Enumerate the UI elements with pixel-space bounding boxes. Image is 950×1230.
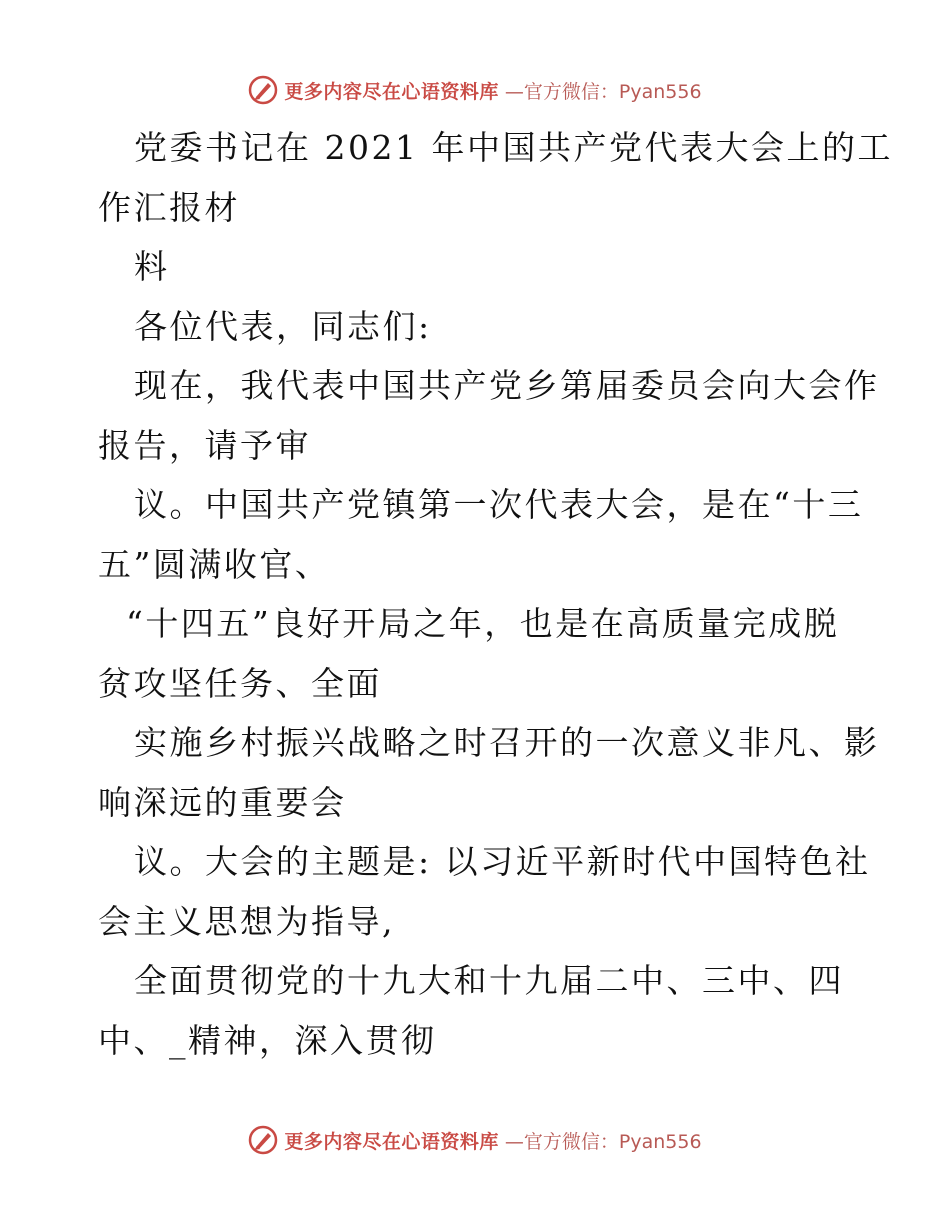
text-line: 中、_精神，深入贯彻: [98, 1020, 437, 1060]
watermark-contact: —官方微信：Pyan556: [504, 1130, 702, 1153]
header-watermark: [0, 70, 950, 110]
watermark-contact: —官方微信：Pyan556: [504, 80, 702, 103]
text-line: “十四五”良好开局之年，也是在高质量完成脱: [126, 604, 840, 643]
text-line: 现在，我代表中国共产党乡第届委员会向大会作: [134, 366, 880, 405]
text-line: 五”圆满收官、: [98, 544, 331, 584]
text-line: 议。中国共产党镇第一次代表大会，是在“十三: [134, 485, 864, 524]
watermark-title: 更多内容尽在心语资料库: [284, 1130, 499, 1153]
text-line: 料: [134, 247, 170, 286]
document-body: [98, 118, 893, 1070]
text-line: 全面贯彻党的十九大和十九届二中、三中、四: [134, 961, 844, 1000]
pen-logo-icon: [248, 1125, 278, 1155]
text-line: 作汇报材: [98, 187, 240, 227]
text-line: 议。大会的主题是: 以习近平新时代中国特色社: [134, 842, 871, 881]
text-line: 党委书记在 2021 年中国共产党代表大会上的工: [134, 128, 893, 167]
text-line: 贫攻坚任务、全面: [98, 663, 382, 703]
text-line: 各位代表，同志们:: [134, 306, 432, 346]
watermark-title: 更多内容尽在心语资料库: [284, 80, 499, 103]
footer-watermark: [0, 1120, 950, 1160]
text-line: 实施乡村振兴战略之时召开的一次意义非凡、影: [134, 723, 880, 762]
text-line: 会主义思想为指导,: [98, 901, 395, 941]
pen-logo-icon: [248, 75, 278, 105]
text-line: 报告，请予审: [98, 425, 311, 465]
text-line: 响深远的重要会: [98, 782, 347, 822]
